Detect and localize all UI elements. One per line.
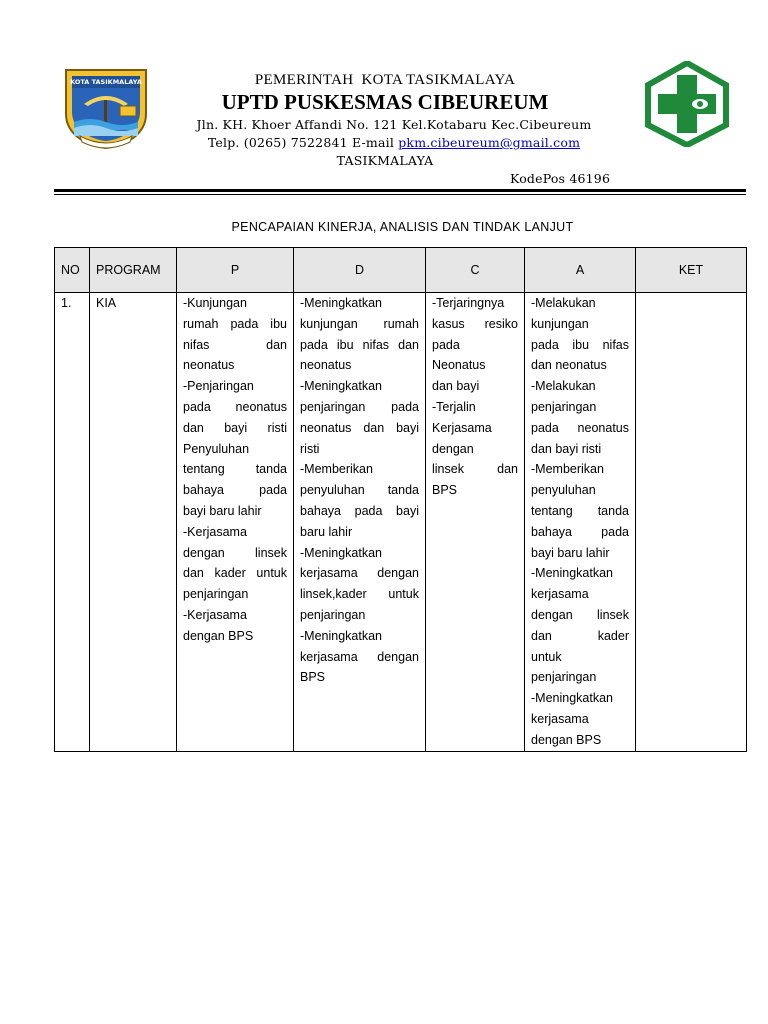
cell-text-line: pada ibu nifas dan <box>300 337 419 352</box>
cell-text-line: -Melakukan <box>531 296 596 310</box>
cell-text-line: BPS <box>432 483 458 498</box>
cell-text-line: dengan linsek <box>183 545 287 560</box>
cell-text-line: dengan BPS <box>183 628 254 643</box>
cell-text-line: dengan <box>432 441 474 456</box>
performance-table <box>54 247 747 752</box>
cell-text-line: dan kader <box>531 628 629 643</box>
cell-text-line: -Kerjasama <box>183 607 247 622</box>
document-title: PENCAPAIAN KINERJA, ANALISIS DAN TINDAK LANJUT <box>231 220 574 234</box>
cell-text-line: -Kunjungan <box>183 296 247 310</box>
contact-line <box>164 135 624 150</box>
cell-text-line: pada <box>432 337 460 352</box>
cell-text-line: -Memberikan <box>531 462 604 477</box>
cell-text-line: kunjungan rumah <box>300 316 419 331</box>
cell-program: KIA <box>90 293 177 752</box>
cell-text-line: -Meningkatkan <box>300 379 382 394</box>
cell-text-line: tentang tanda <box>183 462 287 477</box>
cell-text-line: pada neonatus <box>183 399 287 414</box>
cell-text-line: kerjasama dengan <box>300 649 419 664</box>
cell-text-line: nifas dan <box>183 337 287 352</box>
cell-text-line: risti <box>300 441 320 456</box>
cell-text-line: dan neonatus <box>531 358 607 373</box>
cell-text-line: kasus resiko <box>432 316 518 331</box>
cell-text-line: -Meningkatkan <box>531 691 613 706</box>
header-a: A <box>525 248 636 293</box>
cell-a <box>525 293 636 752</box>
cell-text-line: bayi baru lahir <box>183 503 262 518</box>
cell-p <box>177 293 294 752</box>
cell-text-line: dan bayi <box>432 379 480 394</box>
cell-text-line: rumah pada ibu <box>183 316 287 331</box>
cell-text-line: kerjasama dengan <box>300 566 419 581</box>
header-program: PROGRAM <box>90 248 177 293</box>
cell-text-line: -Terjaringnya <box>432 296 505 310</box>
cell-text-line: -Meningkatkan <box>300 545 382 560</box>
cell-text-line: -Meningkatkan <box>300 296 382 310</box>
cell-text-line: -Meningkatkan <box>531 566 613 581</box>
cell-c <box>426 293 525 752</box>
header-c: C <box>426 248 525 293</box>
cell-text-line: -Memberikan <box>300 462 373 477</box>
letterhead-rule-thick <box>54 189 746 192</box>
cell-text-line: bahaya pada <box>531 524 629 539</box>
header-p: P <box>177 248 294 293</box>
cell-text-line: bayi baru lahir <box>531 545 610 560</box>
cell-text-line: -Meningkatkan <box>300 628 382 643</box>
letterhead <box>0 0 768 200</box>
government-name: PEMERINTAH KOTA TASIKMALAYA <box>254 72 516 88</box>
cell-text-line: -Terjalin <box>432 399 476 414</box>
cell-text-line: dan bayi risti <box>531 441 602 456</box>
email-link[interactable]: pkm.cibeureum@gmail.com <box>398 135 581 150</box>
cell-text-line: penjaringan pada <box>300 399 419 414</box>
puskesmas-logo-icon <box>644 61 730 147</box>
header-ket: KET <box>636 248 747 293</box>
cell-d <box>294 293 426 752</box>
cell-text-line: neonatus dan bayi <box>300 420 419 435</box>
cell-text-line: bahaya pada <box>183 483 287 498</box>
address: Jln. KH. Khoer Affandi No. 121 Kel.Kotabaru Kec.Cibeureum <box>196 117 592 132</box>
cell-text-line: penjaringan <box>531 399 597 414</box>
cell-text-line: penyuluhan <box>531 483 596 498</box>
cell-text-line: dengan linsek <box>531 607 629 622</box>
cell-text-line: penjaringan <box>183 587 249 602</box>
cell-text-line: kunjungan <box>531 316 589 331</box>
cell-text-line: Kerjasama <box>432 420 492 435</box>
phone-text: Telp. (0265) 7522841 E-mail <box>207 135 395 150</box>
cell-text-line: neonatus <box>300 358 352 373</box>
cell-text-line: kerjasama <box>531 587 589 602</box>
city: TASIKMALAYA <box>336 153 434 168</box>
cell-text-line: penjaringan <box>531 670 597 685</box>
cell-text-line: dengan BPS <box>531 732 602 747</box>
cell-text-line: kerjasama <box>531 711 589 726</box>
header-no: NO <box>55 248 90 293</box>
header-d: D <box>294 248 426 293</box>
cell-text-line: dan bayi risti <box>183 420 287 435</box>
postcode: KodePos 46196 <box>510 171 611 186</box>
cell-text-line: -Penjaringan <box>183 379 254 394</box>
cell-text-line: dan kader untuk <box>183 566 287 581</box>
cell-text-line: linsek dan <box>432 462 518 477</box>
cell-text-line: -Melakukan <box>531 379 596 394</box>
cell-text-line: bahaya pada bayi <box>300 503 419 518</box>
cell-text-line: tentang tanda <box>531 503 629 518</box>
cell-text-line: neonatus <box>183 358 235 373</box>
cell-text-line: untuk <box>531 649 562 664</box>
cell-text-line: Neonatus <box>432 358 486 373</box>
cell-text-line: pada ibu nifas <box>531 337 629 352</box>
cell-ket <box>636 293 747 752</box>
cell-text-line: linsek,kader untuk <box>300 587 419 602</box>
cell-text-line: baru lahir <box>300 524 353 539</box>
table-row <box>55 293 747 752</box>
cell-text-line: Penyuluhan <box>183 441 250 456</box>
cell-text-line: penyuluhan tanda <box>300 483 419 498</box>
kota-tasikmalaya-crest-icon <box>60 64 152 150</box>
cell-text-line: BPS <box>300 670 326 685</box>
cell-text-line: -Kerjasama <box>183 524 247 539</box>
cell-text-line: penjaringan <box>300 607 366 622</box>
cell-text-line: pada neonatus <box>531 420 629 435</box>
letterhead-rule-thin <box>54 194 746 195</box>
table-header-row <box>55 248 747 293</box>
svg-text:KOTA TASIKMALAYA: KOTA TASIKMALAYA <box>70 78 142 86</box>
institution-name: UPTD PUSKESMAS CIBEUREUM <box>221 90 549 114</box>
cell-no: 1. <box>55 293 90 752</box>
